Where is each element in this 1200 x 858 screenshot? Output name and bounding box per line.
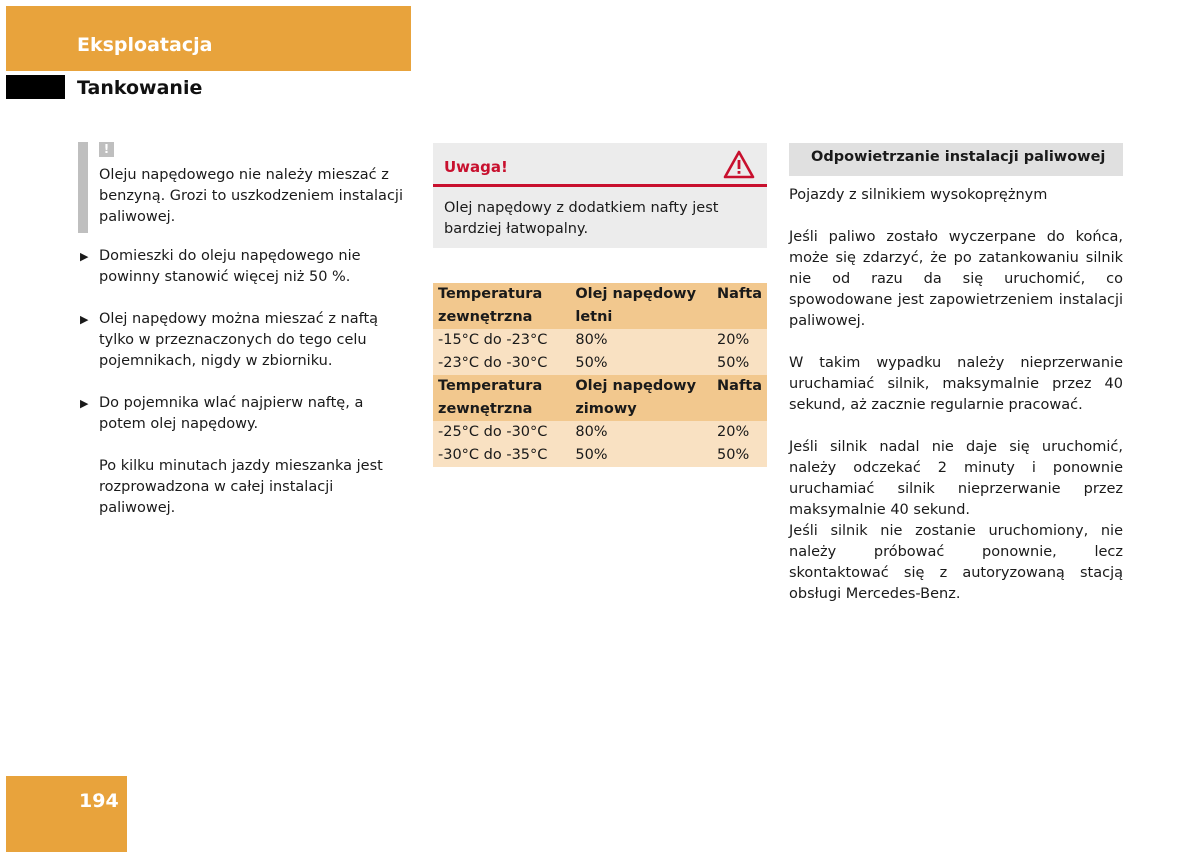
table-row [433, 329, 767, 352]
triangle-bullet-icon: ▶ [80, 250, 89, 263]
chapter-title: Tankowanie [77, 77, 203, 99]
table-cell: 80% [570, 329, 712, 352]
table-cell: 50% [570, 444, 712, 467]
table-cell: -23°C do -30°C [433, 352, 570, 375]
list-item [78, 246, 413, 288]
exclamation-icon: ! [99, 142, 114, 157]
table-header-cell: Olej napędowy zimowy [570, 375, 712, 421]
table-header-cell: Nafta [712, 375, 767, 421]
left-column [78, 142, 413, 519]
right-column [789, 185, 1123, 626]
paragraph: W takim wypadku należy nieprzerwanie uruchamiać silnik, maksymalnie przez 40 sekund, aż zacznie regularnie pracować. [789, 355, 1123, 413]
page-number-box [6, 776, 127, 852]
paragraph: Jeśli paliwo zostało wyczerpane do końca, może się zdarzyć, że po zatankowaniu silnik nie od razu da się uruchomić, co spowodowane jest zapowietrzeniem instalacji paliwowej. [789, 229, 1123, 329]
table-row [433, 421, 767, 444]
table-cell: 50% [570, 352, 712, 375]
list-item-text: Olej napędowy można mieszać z naftą tylko w przeznaczonych do tego celu pojemnikach, nigdy w zbiorniku. [99, 311, 379, 369]
paragraph: Jeśli silnik nadal nie daje się uruchomić, należy odczekać 2 minuty i ponownie uruchamiać silnik nieprzerwanie przez maksymalnie 40 sekund. [789, 439, 1123, 518]
list-item [78, 309, 413, 372]
table-header-cell: Temperatura zewnętrzna [433, 283, 570, 329]
table-cell: 20% [712, 329, 767, 352]
fuel-mix-table [433, 283, 767, 467]
notice-text: Oleju napędowego nie należy mieszać z benzyną. Grozi to uszkodzeniem instalacji paliwowej. [99, 167, 403, 225]
warning-text: Olej napędowy z dodatkiem nafty jest bardziej łatwopalny. [444, 200, 719, 237]
paragraph: Jeśli silnik nie zostanie uruchomiony, nie należy próbować ponownie, lecz skontaktować się z autoryzowaną stacją obsługi Mercedes-Benz. [789, 523, 1123, 602]
table-header-cell: Olej napędowy letni [570, 283, 712, 329]
table-row [433, 352, 767, 375]
list-item-text: Do pojemnika wlać najpierw naftę, a potem olej napędowy. [99, 395, 364, 432]
table-header-cell: Nafta [712, 283, 767, 329]
warning-box [433, 143, 767, 248]
table-cell: 50% [712, 352, 767, 375]
table-row [433, 444, 767, 467]
list-item-text: Domieszki do oleju napędowego nie powinny stanowić więcej niż 50 %. [99, 248, 361, 285]
section-title: Eksploatacja [77, 34, 213, 56]
warning-header [433, 143, 767, 187]
table-header-cell: Temperatura zewnętrzna [433, 375, 570, 421]
paragraph: Pojazdy z silnikiem wysokoprężnym [789, 187, 1048, 203]
table-cell: -15°C do -23°C [433, 329, 570, 352]
table-cell: 50% [712, 444, 767, 467]
triangle-bullet-icon: ▶ [80, 397, 89, 410]
closing-text: Po kilku minutach jazdy mieszanka jest rozprowadzona w całej instalacji paliwowej. [99, 458, 383, 516]
warning-label: Uwaga! [444, 158, 508, 176]
table-header-row [433, 283, 767, 329]
triangle-bullet-icon: ▶ [80, 313, 89, 326]
table-cell: -30°C do -35°C [433, 444, 570, 467]
table-cell: 80% [570, 421, 712, 444]
chapter-marker [6, 75, 65, 99]
notice-block [78, 142, 413, 228]
warning-triangle-icon [723, 150, 755, 179]
list-item [78, 393, 413, 435]
notice-bar [78, 142, 88, 233]
table-cell: -25°C do -30°C [433, 421, 570, 444]
table-header-row [433, 375, 767, 421]
right-column-heading: Odpowietrzanie instalacji paliwowej [789, 143, 1123, 176]
page-number: 194 [79, 790, 119, 812]
table-cell: 20% [712, 421, 767, 444]
